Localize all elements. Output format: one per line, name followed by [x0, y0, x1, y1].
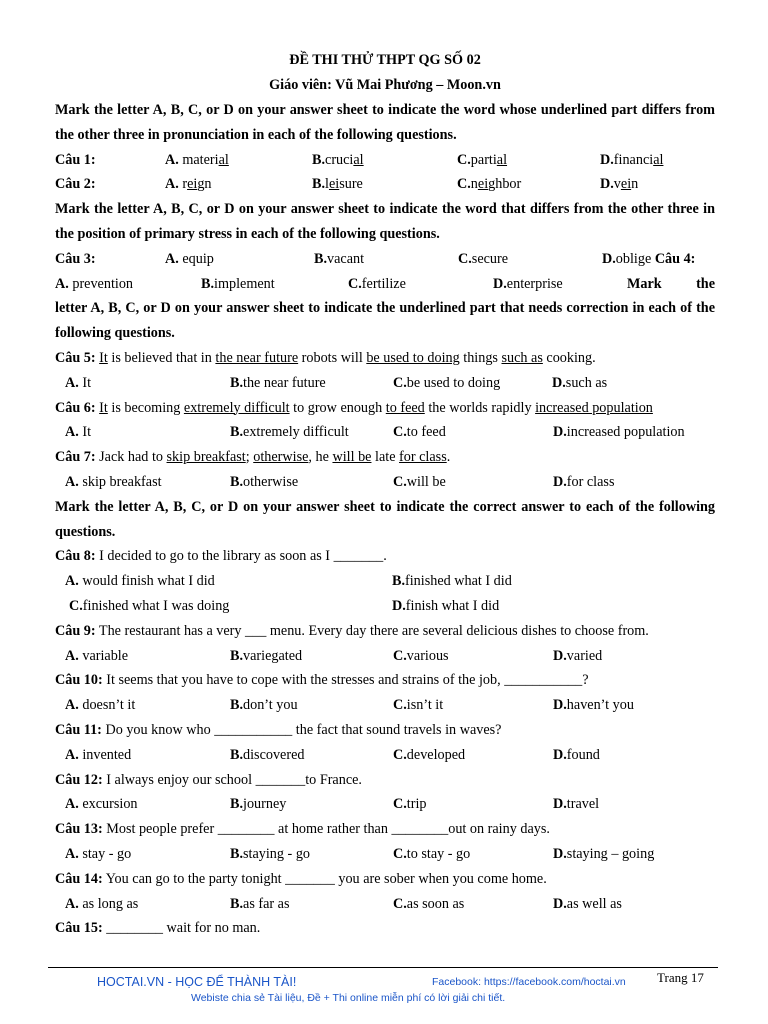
question-1: [55, 148, 715, 173]
question-6: Câu 6: It is becoming extremely difficult to grow enough to feed the worlds rapidly increased population: [55, 399, 653, 416]
exam-title: ĐỀ THI THỬ THPT QG SỐ 02: [289, 52, 481, 68]
question-5: Câu 5: It is believed that in the near future robots will be used to doing things such as cooking.: [55, 349, 596, 366]
question-9: Câu 9: The restaurant has a very ___ menu. Every day there are several delicious dishes to choose from.: [55, 622, 649, 639]
option-d: D.as well as: [553, 895, 622, 912]
teacher-line: Giáo viên: Vũ Mai Phương – Moon.vn: [269, 77, 501, 93]
options-8-row-2: [55, 594, 715, 619]
question-12: Câu 12: I always enjoy our school _______to France.: [55, 771, 362, 788]
option-d: D.vein: [600, 176, 639, 193]
option-b: B.discovered: [230, 746, 305, 763]
question-4: [55, 272, 715, 297]
footer-divider: [48, 967, 718, 968]
option-c: C.to feed: [393, 424, 446, 441]
option-d: D.financial: [600, 151, 664, 168]
instruction-pronunciation: Mark the letter A, B, C, or D on your answer sheet to indicate the word whose underlined part differs from the other three in pronunciation in each of the following questions.: [55, 102, 715, 143]
options-6: [55, 420, 715, 445]
option-b: B.finished what I did: [392, 573, 512, 590]
option-a: A. material: [165, 151, 229, 168]
option-a: A. excursion: [65, 796, 138, 813]
option-d: D.oblige Câu 4:: [602, 250, 696, 267]
question-7: Câu 7: Jack had to skip breakfast; otherwise, he will be late for class.: [55, 449, 451, 466]
option-b: B.implement: [201, 275, 275, 292]
option-a: A. reign: [165, 176, 212, 193]
question-10: Câu 10: It seems that you have to cope with the stresses and strains of the job, ___________?: [55, 672, 589, 689]
question-label: Câu 12:: [55, 771, 103, 788]
option-c: C.as soon as: [393, 895, 465, 912]
option-a: A. It: [65, 424, 92, 441]
option-d: D.finish what I did: [392, 597, 500, 614]
option-b: B.the near future: [230, 374, 326, 391]
question-8: Câu 8: I decided to go to the library as soon as I _______.: [55, 548, 387, 565]
instruction-correction: Mark the letter A, B, C, or D on your answer sheet to indicate the underlined part that needs correction in each of the following questions.: [55, 275, 715, 342]
options-8: [55, 569, 715, 594]
option-c: C.neighbor: [457, 176, 522, 193]
option-c: C.secure: [458, 250, 509, 267]
option-d: D.found: [553, 746, 600, 763]
question-label: Câu 7:: [55, 449, 96, 466]
option-a: A. skip breakfast: [65, 473, 162, 490]
options-10: [55, 693, 715, 718]
question-2: [55, 172, 715, 197]
option-c: C.trip: [393, 796, 427, 813]
question-label: Câu 2:: [55, 176, 96, 193]
option-a: A. It: [65, 374, 92, 391]
option-b: B.staying - go: [230, 845, 311, 862]
options-14: [55, 892, 715, 917]
page-number: Trang 17: [657, 970, 704, 985]
option-a: A. invented: [65, 746, 132, 763]
option-d: D.travel: [553, 796, 600, 813]
option-b: B.vacant: [314, 250, 365, 267]
option-a: A. equip: [165, 250, 214, 267]
instruction-stress: Mark the letter A, B, C, or D on your answer sheet to indicate the word that differs from the other three in the position of primary stress in each of the following questions.: [55, 201, 715, 242]
question-label: Câu 15:: [55, 920, 103, 937]
option-b: B.journey: [230, 796, 287, 813]
question-label: Câu 14:: [55, 870, 103, 887]
option-b: B.variegated: [230, 647, 303, 664]
exam-page: [55, 48, 715, 941]
question-label: Câu 10:: [55, 672, 103, 689]
question-label: Câu 13:: [55, 821, 103, 838]
option-d: D.staying – going: [553, 845, 655, 862]
options-12: [55, 792, 715, 817]
option-d: D.haven’t you: [553, 697, 634, 714]
question-label: Câu 9:: [55, 622, 96, 639]
option-b: B.extremely difficult: [230, 424, 349, 441]
question-11: Câu 11: Do you know who ___________ the fact that sound travels in waves?: [55, 721, 502, 738]
option-c: C.finished what I was doing: [69, 597, 230, 614]
option-d: D.enterprise: [493, 275, 563, 292]
question-13: Câu 13: Most people prefer ________ at home rather than ________out on rainy days.: [55, 821, 550, 838]
question-label: Câu 6:: [55, 399, 96, 416]
option-a: A. variable: [65, 647, 129, 664]
footer-site-link[interactable]: HOCTAI.VN - HỌC ĐỂ THÀNH TÀI!: [97, 975, 297, 989]
option-b: B.as far as: [230, 895, 290, 912]
option-c: C.various: [393, 647, 449, 664]
option-a: A. prevention: [55, 275, 134, 292]
option-d: D.for class: [553, 473, 615, 490]
footer-facebook-link[interactable]: Facebook: https://facebook.com/hoctai.vn: [432, 976, 626, 988]
option-c: C.to stay - go: [393, 845, 471, 862]
option-d: D.varied: [553, 647, 603, 664]
option-d: D.increased population: [553, 424, 685, 441]
option-a: A. as long as: [65, 895, 139, 912]
question-14: Câu 14: You can go to the party tonight _______ you are sober when you come home.: [55, 870, 547, 887]
question-3: [55, 247, 715, 272]
footer-tagline: Webiste chia sẻ Tài liệu, Đề + Thi online miễn phí có lời giải chi tiết.: [191, 992, 506, 1004]
instruction-correct-answer: Mark the letter A, B, C, or D on your answer sheet to indicate the correct answer to each of the following questions.: [55, 498, 715, 540]
options-9: [55, 644, 715, 669]
question-15: Câu 15: ________ wait for no man.: [55, 920, 261, 937]
options-5: [55, 371, 715, 396]
option-c: C.isn’t it: [393, 697, 444, 714]
options-11: [55, 743, 715, 768]
option-c: C.will be: [393, 473, 446, 490]
option-a: A. doesn’t it: [65, 697, 136, 714]
option-c: C.developed: [393, 746, 466, 763]
option-d: D.such as: [552, 374, 608, 391]
question-label: Câu 11:: [55, 721, 102, 738]
option-b: B.don’t you: [230, 697, 298, 714]
question-label: Câu 8:: [55, 548, 96, 565]
options-7: [55, 470, 715, 495]
option-a: A. would finish what I did: [65, 573, 215, 590]
option-b: B.crucial: [312, 151, 364, 168]
option-b: B.otherwise: [230, 473, 299, 490]
options-13: [55, 842, 715, 867]
option-c: C.fertilize: [348, 275, 406, 292]
option-c: C.partial: [457, 151, 508, 168]
option-c: C.be used to doing: [393, 374, 501, 391]
question-label: Câu 5:: [55, 349, 96, 366]
question-label: Câu 1:: [55, 151, 96, 168]
question-label: Câu 3:: [55, 250, 96, 267]
option-a: A. stay - go: [65, 845, 132, 862]
option-b: B.leisure: [312, 176, 363, 193]
